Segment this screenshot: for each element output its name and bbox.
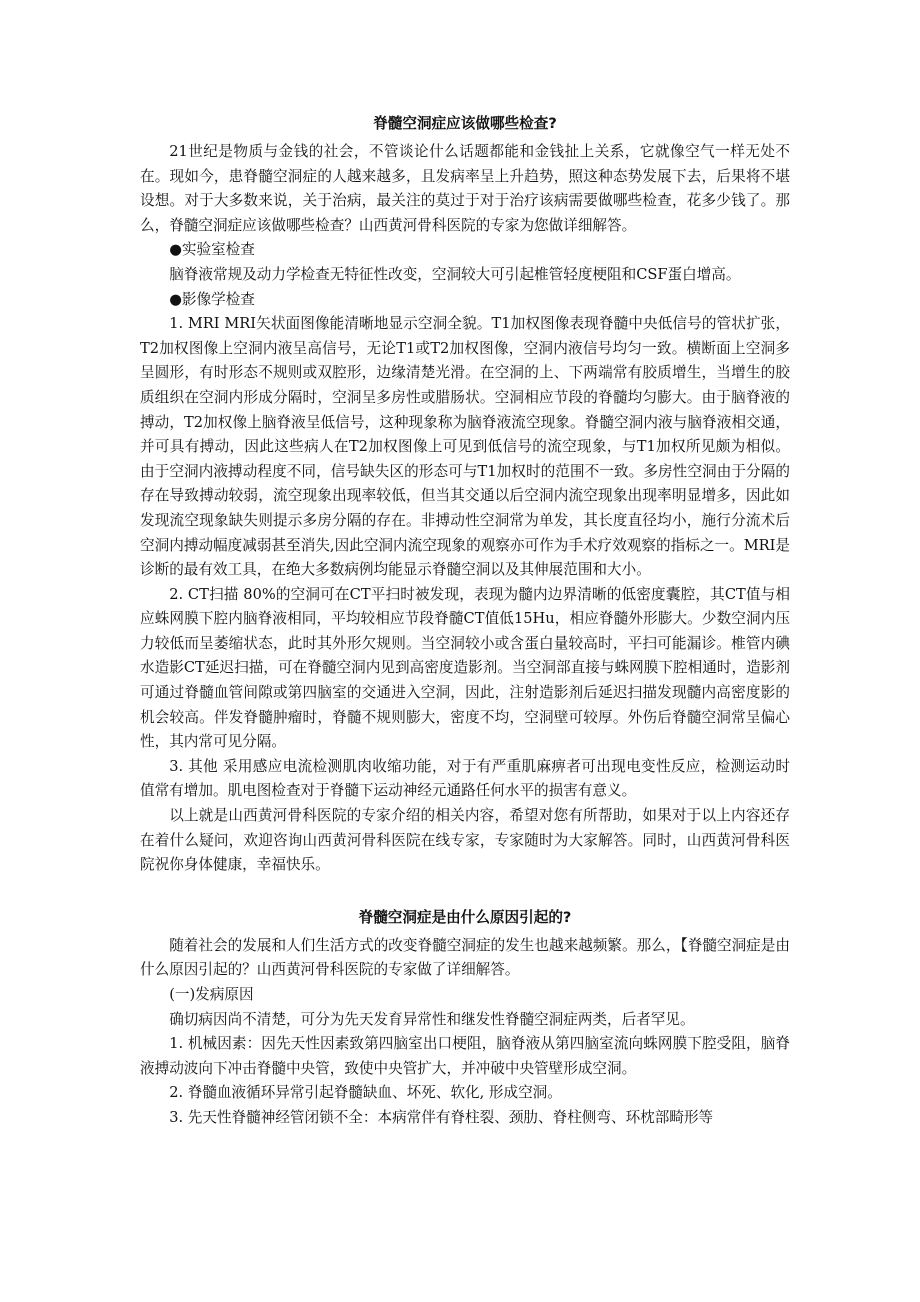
paragraph: 21世纪是物质与金钱的社会，不管谈论什么话题都能和金钱扯上关系，它就像空气一样无处不在。现如今，患脊髓空洞症的人越来越多，且发病率呈上升趋势，照这种态势发展下去，后果将不堪设想。对于大多数来说，关于治病，最关注的莫过于对于治疗该病需要做哪些检查，花多少钱了。那么，脊髓空洞症应该做哪些检查？山西黄河骨科医院的专家为您做详细解答。 (140, 143, 790, 234)
paragraph-mri: 1. MRI MRI矢状面图像能清晰地显示空洞全貌。T1加权图像表现脊髓中央低信号的管状扩张，T2加权图像上空洞内液呈高信号，无论T1或T2加权图像，空洞内液信号均匀一致。横断面上空洞多呈圆形，有时形态不规则或双腔形，边缘清楚光滑。在空洞的上、下两端常有胶质增生，当增生的胶质组织在空洞内形成分隔时，空洞呈多房性或腊肠状。空洞相应节段的脊髓均匀膨大。由于脑脊液的搏动，T2加权像上脑脊液呈低信号，这种现象称为脑脊液流空现象。脊髓空洞内液与脑脊液相交通，并可具有搏动，因此这些病人在T2加权图像上可见到低信号的流空现象，与T1加权所见颇为相似。由于空洞内液搏动程度不同，信号缺失区的形态可与T1加权时的范围不一致。多房性空洞由于分隔的存在导致搏动较弱，流空现象出现率较低，但当其交通以后空洞内流空现象出现率明显增多，因此如发现流空现象缺失则提示多房分隔的存在。非搏动性空洞常为单发，其长度直径均小，施行分流术后空洞内搏动幅度减弱甚至消失,因此空洞内流空现象的观察亦可作为手术疗效观察的指标之一。MRI是诊断的最有效工具，在绝大多数病例均能显示脊髓空洞以及其伸展范围和大小。 (140, 315, 790, 579)
paragraph-cause-1: 1. 机械因素：因先天性因素致第四脑室出口梗阻，脑脊液从第四脑室流向蛛网膜下腔受阻，脑脊液搏动波向下冲击脊髓中央管，致使中央管扩大，并冲破中央管壁形成空洞。 (140, 1035, 790, 1077)
document-page (140, 108, 790, 1131)
paragraph-ct: 2. CT扫描 80%的空洞可在CT平扫时被发现，表现为髓内边界清晰的低密度囊腔，其CT值与相应蛛网膜下腔内脑脊液相同，平均较相应节段脊髓CT值低15Hu，相应脊髓外形膨大。少数空洞内压力较低而呈萎缩状态，此时其外形欠规则。当空洞较小或含蛋白量较高时，平扫可能漏诊。椎管内碘水造影CT延迟扫描，可在脊髓空洞内见到高密度造影剂。当空洞部直接与蛛网膜下腔相通时，造影剂可通过脊髓血管间隙或第四脑室的交通进入空洞，因此，注射造影剂后延迟扫描发现髓内高密度影的机会较高。伴发脊髓肿瘤时，脊髓不规则膨大，密度不均，空洞壁可较厚。外伤后脊髓空洞常呈偏心性，其内常可见分隔。 (140, 585, 790, 751)
paragraph: 随着社会的发展和人们生活方式的改变脊髓空洞症的发生也越来越频繁。那么，【脊髓空洞症是由什么原因引起的？山西黄河骨科医院的专家做了详细解答。 (140, 936, 790, 979)
paragraph-conclusion: 以上就是山西黄河骨科医院的专家介绍的相关内容，希望对您有所帮助，如果对于以上内容还存在着什么疑问，欢迎咨询山西黄河骨科医院在线专家，专家随时为大家解答。同时，山西黄河骨科医院祝你身体健康，幸福快乐。 (140, 807, 790, 874)
section1-title: 脊髓空洞症应该做哪些检查? (373, 115, 557, 132)
subheading-lab-exam: ●实验室检查 (169, 241, 255, 259)
subheading-causes: (一)发病原因 (169, 986, 254, 1003)
paragraph-cause-3: 3. 先天性脊髓神经管闭锁不全：本病常伴有脊柱裂、颈肋、脊柱侧弯、环枕部畸形等 (169, 1108, 714, 1126)
paragraph: 确切病因尚不清楚，可分为先天发育异常性和继发性脊髓空洞症两类，后者罕见。 (169, 1010, 695, 1028)
paragraph-cause-2: 2. 脊髓血液循环异常引起脊髓缺血、坏死、软化, 形成空洞。 (169, 1084, 562, 1102)
paragraph-other: 3. 其他 采用感应电流检测肌肉收缩功能，对于有严重肌麻痹者可出现电变性反应，检测运动时值常有增加。肌电图检查对于脊髓下运动神经元通路任何水平的损害有意义。 (140, 757, 790, 800)
paragraph: 脑脊液常规及动力学检查无特征性改变，空洞较大可引起椎管轻度梗阻和CSF蛋白增高。 (169, 265, 741, 283)
subheading-imaging-exam: ●影像学检查 (169, 290, 255, 308)
section2-title: 脊髓空洞症是由什么原因引起的? (358, 908, 572, 926)
